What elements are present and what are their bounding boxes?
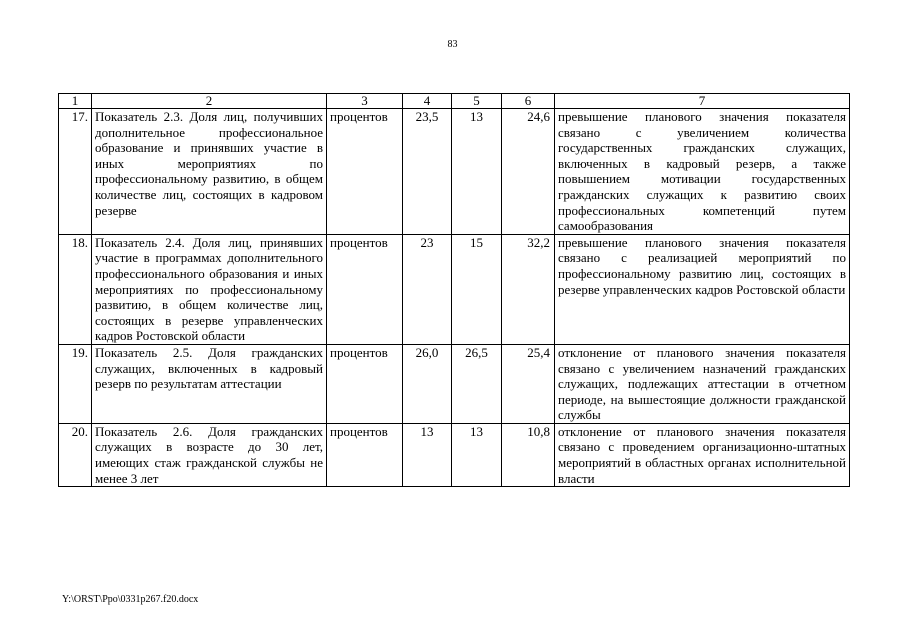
indicator-name: Показатель 2.3. Доля лиц, получивших дополнительное профессиональное образование и принявших участие в иных мероприятиях по профессиональному развитию, в общем количестве лиц, состоящих в кадровом резерве: [92, 109, 327, 235]
indicator-name: Показатель 2.6. Доля гражданских служащих в возрасте до 30 лет, имеющих стаж гражданской службы не менее 3 лет: [92, 423, 327, 486]
indicator-name: Показатель 2.4. Доля лиц, принявших участие в программах дополнительного профессионального образования и иных мероприятиях по профессиональному развитию, в общем количестве лиц, состоящих в резерве управленческих кадров Ростовской области: [92, 234, 327, 344]
column-header: 5: [452, 94, 502, 109]
value-col4: 23: [403, 234, 452, 344]
value-col5: 13: [452, 109, 502, 235]
column-header: 4: [403, 94, 452, 109]
indicator-name: Показатель 2.5. Доля гражданских служащих, включенных в кадровый резерв по результатам аттестации: [92, 344, 327, 423]
deviation-note: превышение планового значения показателя связано с реализацией мероприятий по профессиональному развитию лиц, состоящих в резерве управленческих кадров Ростовской области: [555, 234, 850, 344]
value-col4: 13: [403, 423, 452, 486]
page-number: 83: [447, 39, 458, 50]
file-path-footer: Y:\ORST\Ppo\0331p267.f20.docx: [62, 594, 199, 605]
row-number: 19.: [59, 344, 92, 423]
row-number: 20.: [59, 423, 92, 486]
table-row: [59, 109, 850, 235]
value-col5: 15: [452, 234, 502, 344]
column-header: 6: [502, 94, 555, 109]
unit-cell: процентов: [327, 234, 403, 344]
table-row: [59, 234, 850, 344]
value-col4: 23,5: [403, 109, 452, 235]
row-number: 18.: [59, 234, 92, 344]
value-col4: 26,0: [403, 344, 452, 423]
value-col6: 24,6: [502, 109, 555, 235]
table-row: [59, 423, 850, 486]
table-row: [59, 344, 850, 423]
value-col6: 25,4: [502, 344, 555, 423]
column-header: 2: [92, 94, 327, 109]
row-number: 17.: [59, 109, 92, 235]
value-col6: 10,8: [502, 423, 555, 486]
indicator-table: [58, 93, 850, 487]
column-header: 7: [555, 94, 850, 109]
value-col6: 32,2: [502, 234, 555, 344]
deviation-note: превышение планового значения показателя связано с увеличением количества государственных гражданских служащих, включенных в кадровый резерв, а также повышением мотивации государственных гражданских служащих к развитию своих профессиональных компетенций путем самообразования: [555, 109, 850, 235]
unit-cell: процентов: [327, 344, 403, 423]
column-header: 3: [327, 94, 403, 109]
value-col5: 13: [452, 423, 502, 486]
deviation-note: отклонение от планового значения показателя связано с увеличением назначений гражданских служащих, подлежащих аттестации в отчетном периоде, на вышестоящие должности гражданской службы: [555, 344, 850, 423]
unit-cell: процентов: [327, 109, 403, 235]
value-col5: 26,5: [452, 344, 502, 423]
unit-cell: процентов: [327, 423, 403, 486]
deviation-note: отклонение от планового значения показателя связано с проведением организационно-штатных мероприятий в областных органах исполнительной власти: [555, 423, 850, 486]
column-header: 1: [59, 94, 92, 109]
table-header-row: [59, 94, 850, 109]
